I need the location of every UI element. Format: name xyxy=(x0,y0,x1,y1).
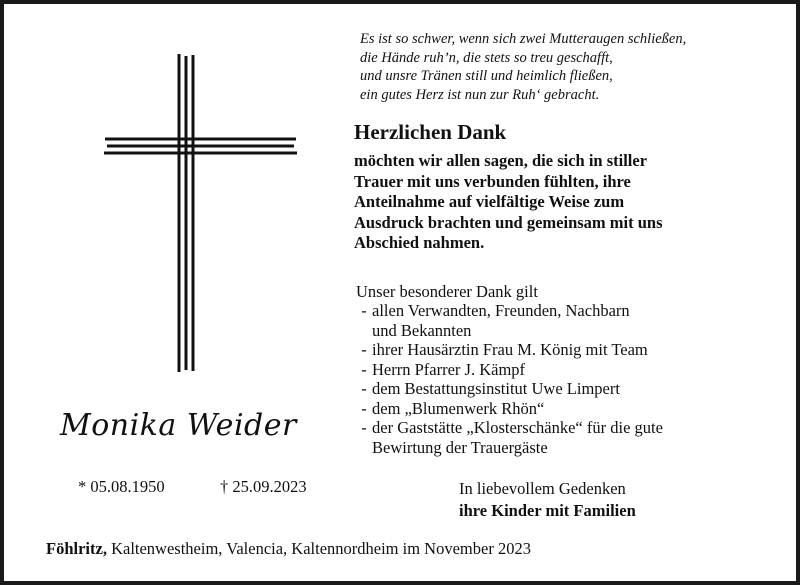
list-item xyxy=(356,340,786,360)
thanks-line: möchten wir allen sagen, die sich in stiller xyxy=(354,151,648,170)
cross-icon xyxy=(100,50,300,375)
list-item-line: Bewirtung der Trauergäste xyxy=(372,437,548,457)
deceased-name: Monika Weider xyxy=(60,408,297,443)
list-item-line: dem „Blumenwerk Rhön“ xyxy=(372,398,545,418)
dash-bullet: - xyxy=(361,301,367,320)
list-item-line: Herrn Pfarrer J. Kämpf xyxy=(372,359,526,379)
list-item xyxy=(356,301,786,340)
poem-line: die Hände ruh’n, die stets so treu geschafft, xyxy=(360,49,613,66)
footer-place-bold: Föhlritz, xyxy=(46,539,107,558)
dash-bullet: - xyxy=(361,359,367,379)
birth-date: * 05.08.1950 xyxy=(78,477,165,496)
dash-bullet: - xyxy=(361,398,367,418)
list-item xyxy=(356,399,786,419)
memory-line: In liebevollem Gedenken xyxy=(459,479,626,498)
list-item-line: dem Bestattungsinstitut Uwe Limpert xyxy=(372,379,620,398)
poem-line: und unsre Tränen still und heimlich fließen, xyxy=(360,68,613,84)
footer-places xyxy=(46,539,531,559)
list-item-line: allen Verwandten, Freunden, Nachbarn xyxy=(372,301,630,320)
list-item-text xyxy=(372,418,663,457)
thanks-line: Anteilnahme auf vielfältige Weise zum xyxy=(354,192,625,211)
list-item xyxy=(356,360,786,380)
thanks-heading: Herzlichen Dank xyxy=(354,120,507,144)
poem-line: ein gutes Herz ist nun zur Ruh‘ gebracht. xyxy=(360,86,600,103)
list-item-line: ihrer Hausärztin Frau M. König mit Team xyxy=(372,340,648,359)
thanks-line: Ausdruck brachten und gemeinsam mit uns xyxy=(354,212,663,232)
dash-bullet: - xyxy=(361,379,367,398)
dash-bullet: - xyxy=(361,340,367,359)
list-item-line: der Gaststätte „Klosterschänke“ für die gute xyxy=(372,418,663,437)
dank-intro: Unser besonderer Dank gilt xyxy=(356,282,538,301)
thanks-line: Abschied nahmen. xyxy=(354,233,485,252)
list-item xyxy=(356,418,786,457)
thanks-line: Trauer mit uns verbunden fühlten, ihre xyxy=(354,171,631,191)
list-item xyxy=(356,379,786,399)
signed-by: ihre Kinder mit Familien xyxy=(459,501,636,520)
list-item-text xyxy=(372,301,630,340)
poem-line: Es ist so schwer, wenn sich zwei Mutteraugen schließen, xyxy=(360,31,687,47)
footer-place-rest: Kaltenwestheim, Valencia, Kaltennordheim im November 2023 xyxy=(106,539,531,558)
poem xyxy=(360,30,790,104)
list-item-line: und Bekannten xyxy=(372,320,472,340)
dash-bullet: - xyxy=(361,418,367,437)
death-date: † 25.09.2023 xyxy=(220,477,307,496)
thanks-body xyxy=(354,151,774,254)
dank-list xyxy=(356,301,786,457)
